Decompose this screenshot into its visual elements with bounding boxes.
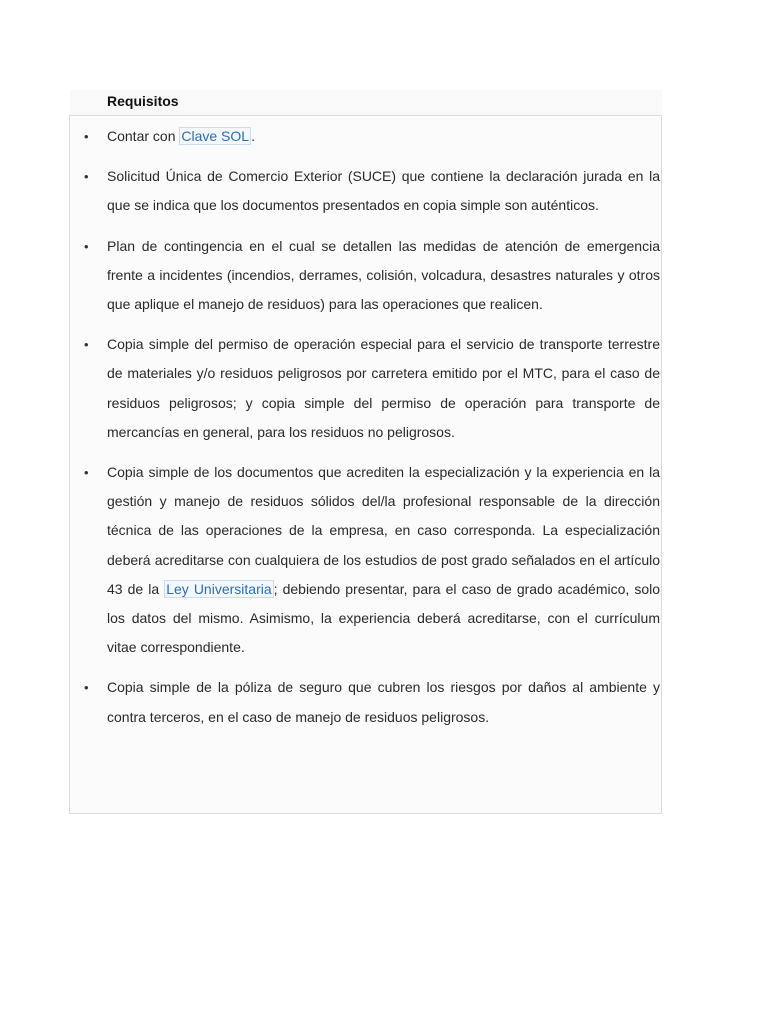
item-text: Copia simple de la póliza de seguro que cubren los riesgos por daños al ambiente y contra terceros, en el caso de manejo de residuos peligrosos. <box>107 679 660 725</box>
item-text: . <box>251 128 255 144</box>
requirements-box <box>69 115 662 814</box>
item-text: Plan de contingencia en el cual se detallen las medidas de atención de emergencia frente a incidentes (incendios, derrames, colisión, volcadura, desastres naturales y otros que aplique el manejo de residuos) para las operaciones que realicen. <box>107 237 660 313</box>
item-text: Copia simple de los documentos que acrediten la especialización y la experiencia en la gestión y manejo de residuos sólidos del/la profesional responsable de la dirección técnica de las operaciones de la empresa, en caso corresponda. La especialización deberá acreditarse con cualquiera de los estudios de post grado señalados en el artículo 43 de la <box>107 464 660 597</box>
list-item-clave-sol <box>84 122 660 151</box>
bullet-icon: • <box>84 337 89 353</box>
item-text: Solicitud Única de Comercio Exterior (SUCE) que contiene la declaración jurada en la que se indica que los documentos presentados en copia simple son auténticos. <box>107 168 660 214</box>
list-item-transport-permit <box>84 330 660 447</box>
clave-sol-link[interactable]: Clave SOL <box>181 128 250 144</box>
list-item-insurance-policy <box>84 673 660 731</box>
bullet-icon: • <box>84 169 89 185</box>
item-text: ; debiendo presentar, para el caso de grado académico, solo los datos del mismo. Asimismo, la experiencia deberá acreditarse, con el currículum vitae correspondiente. <box>107 580 661 656</box>
list-item-suce <box>84 162 660 220</box>
requirements-heading: Requisitos <box>107 93 179 109</box>
list-item-specialization <box>84 458 661 662</box>
bullet-icon: • <box>84 129 89 144</box>
bullet-icon: • <box>84 680 89 696</box>
list-item-contingency-plan <box>84 232 660 320</box>
bullet-icon: • <box>84 465 89 481</box>
bullet-icon: • <box>84 238 89 254</box>
item-text: Contar con <box>107 128 180 144</box>
item-text: Copia simple del permiso de operación especial para el servicio de transporte terrestre de materiales y/o residuos peligrosos por carretera emitido por el MTC, para el caso de residuos peligrosos; y copia simple del permiso de operación para transporte de mercancías en general, para los residuos no peligrosos. <box>107 336 660 440</box>
requirements-list <box>84 122 661 743</box>
ley-universitaria-link[interactable]: Ley Universitaria <box>166 580 272 597</box>
